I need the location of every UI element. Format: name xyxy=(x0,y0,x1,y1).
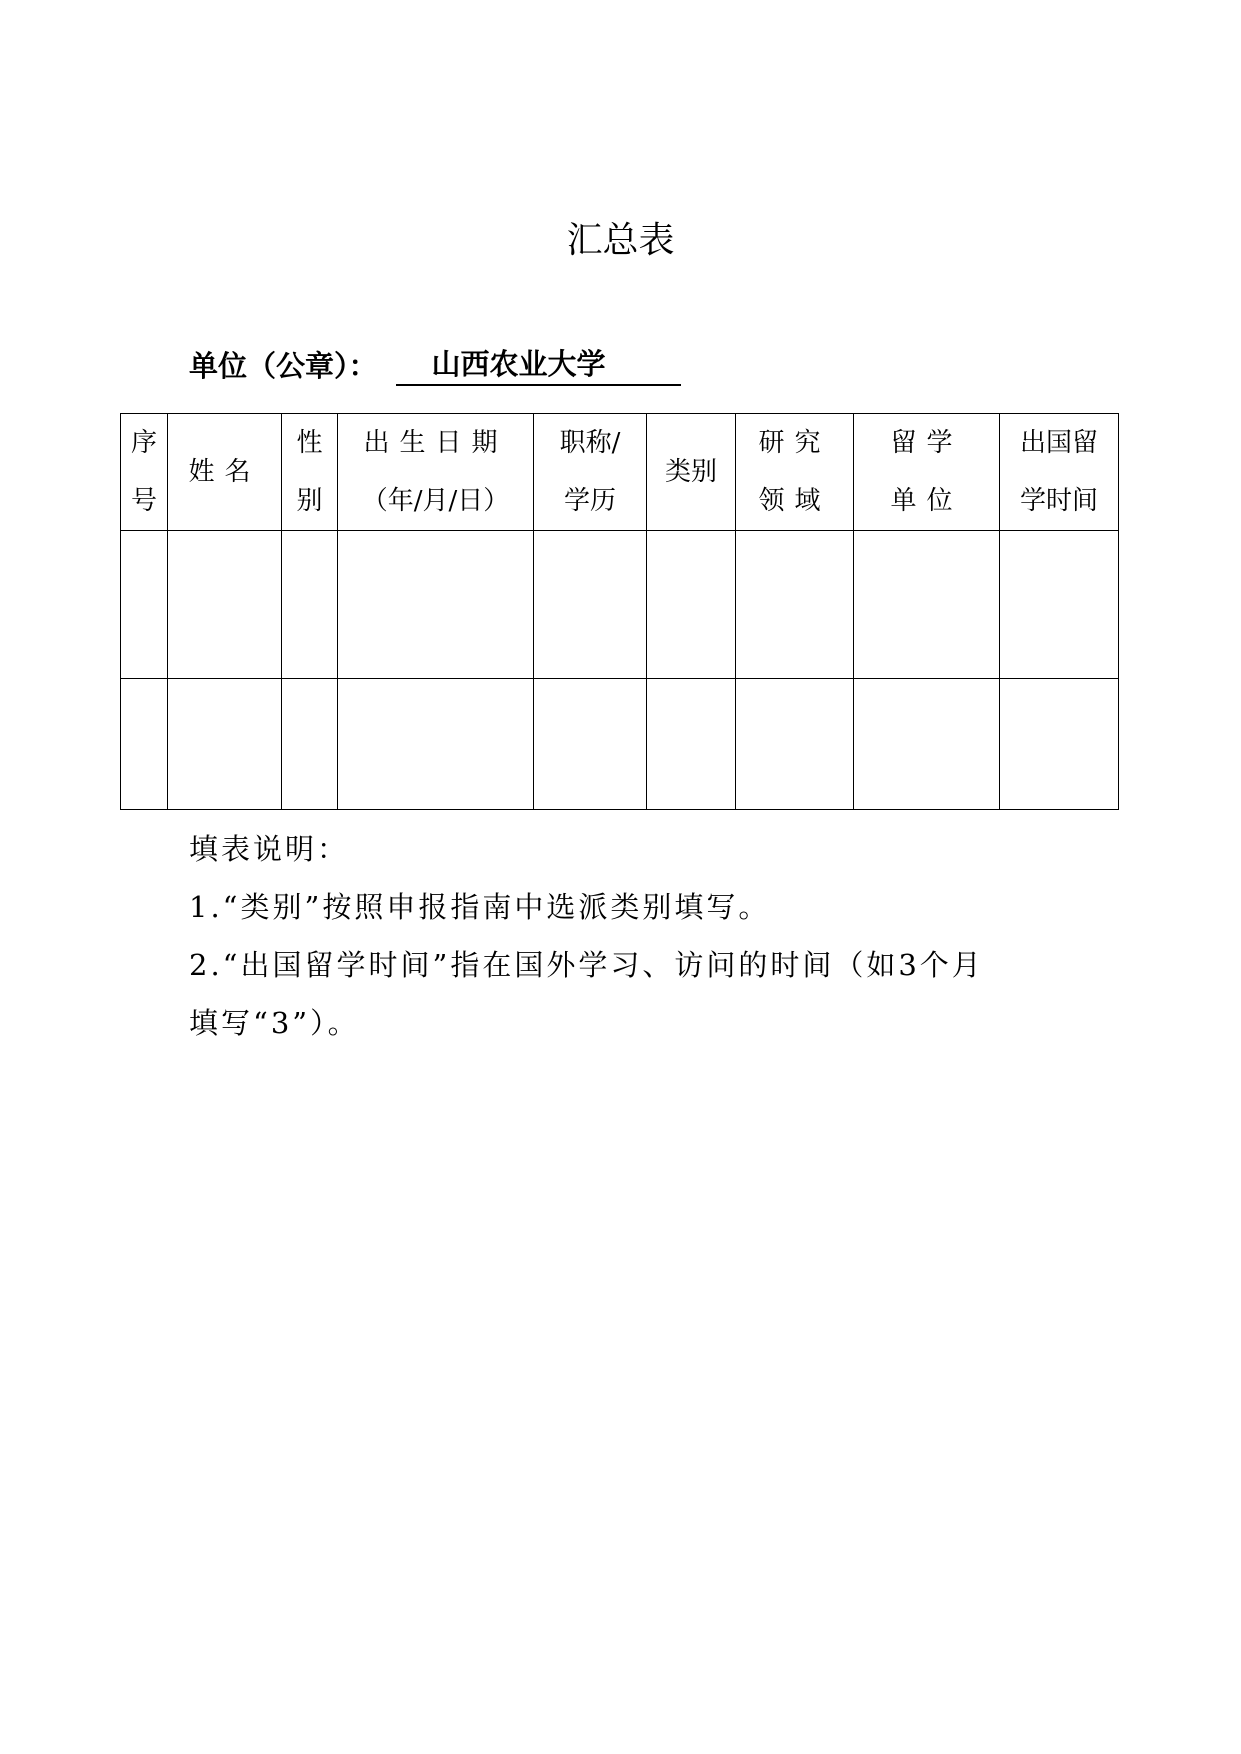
unit-value[interactable]: 山西农业大学 xyxy=(396,344,681,386)
cell-category[interactable] xyxy=(647,679,736,810)
header-research-field-line2: 领域 xyxy=(758,486,831,516)
header-name xyxy=(168,414,282,531)
header-birthdate-line1: 出生日期 xyxy=(363,428,508,458)
table-row xyxy=(121,679,1119,810)
unit-label: 单位（公章）： xyxy=(189,349,378,383)
header-study-unit-line2: 单位 xyxy=(890,486,963,516)
header-abroad-time-line1: 出国留 xyxy=(1019,428,1098,458)
cell-research-field[interactable] xyxy=(736,679,854,810)
fill-instructions xyxy=(189,820,1069,1052)
header-gender xyxy=(282,414,338,531)
header-title-degree xyxy=(534,414,647,531)
unit-line xyxy=(189,338,681,386)
header-study-unit-line1: 留学 xyxy=(890,428,963,458)
cell-abroad-time[interactable] xyxy=(1000,531,1119,679)
page-title: 汇总表 xyxy=(566,220,675,261)
instruction-item: 填写“3”）。 xyxy=(189,1006,360,1040)
cell-name[interactable] xyxy=(168,679,282,810)
instruction-item: 2.“出国留学时间”指在国外学习、访问的时间（如3个月 xyxy=(189,948,984,982)
header-gender-line2: 别 xyxy=(296,486,323,516)
header-title-degree-line2: 学历 xyxy=(563,486,616,516)
header-research-field-line1: 研究 xyxy=(758,428,831,458)
cell-abroad-time[interactable] xyxy=(1000,679,1119,810)
instructions-heading: 填表说明： xyxy=(189,832,350,866)
header-category xyxy=(647,414,736,531)
summary-table xyxy=(120,413,1119,810)
header-abroad-time xyxy=(1000,414,1119,531)
cell-title-degree[interactable] xyxy=(534,531,647,679)
header-category-line1: 类别 xyxy=(664,457,717,487)
header-abroad-time-line2: 学时间 xyxy=(1019,486,1098,516)
cell-category[interactable] xyxy=(647,531,736,679)
cell-birthdate[interactable] xyxy=(338,679,534,810)
cell-gender[interactable] xyxy=(282,679,338,810)
header-birthdate-line2: （年/月/日） xyxy=(361,486,510,516)
header-name-line1: 姓名 xyxy=(188,457,261,487)
table-row xyxy=(121,531,1119,679)
header-title-degree-line1: 职称/ xyxy=(559,428,621,458)
cell-research-field[interactable] xyxy=(736,531,854,679)
cell-serial[interactable] xyxy=(121,531,168,679)
header-serial-line2: 号 xyxy=(130,486,157,516)
cell-serial[interactable] xyxy=(121,679,168,810)
cell-gender[interactable] xyxy=(282,531,338,679)
cell-name[interactable] xyxy=(168,531,282,679)
table-header-row xyxy=(121,414,1119,531)
cell-birthdate[interactable] xyxy=(338,531,534,679)
header-serial-line1: 序 xyxy=(130,428,157,458)
header-gender-line1: 性 xyxy=(296,428,323,458)
cell-study-unit[interactable] xyxy=(854,679,1000,810)
header-serial xyxy=(121,414,168,531)
header-research-field xyxy=(736,414,854,531)
instruction-item: 1.“类别”按照申报指南中选派类别填写。 xyxy=(189,890,771,924)
header-birthdate xyxy=(338,414,534,531)
header-study-unit xyxy=(854,414,1000,531)
cell-title-degree[interactable] xyxy=(534,679,647,810)
cell-study-unit[interactable] xyxy=(854,531,1000,679)
